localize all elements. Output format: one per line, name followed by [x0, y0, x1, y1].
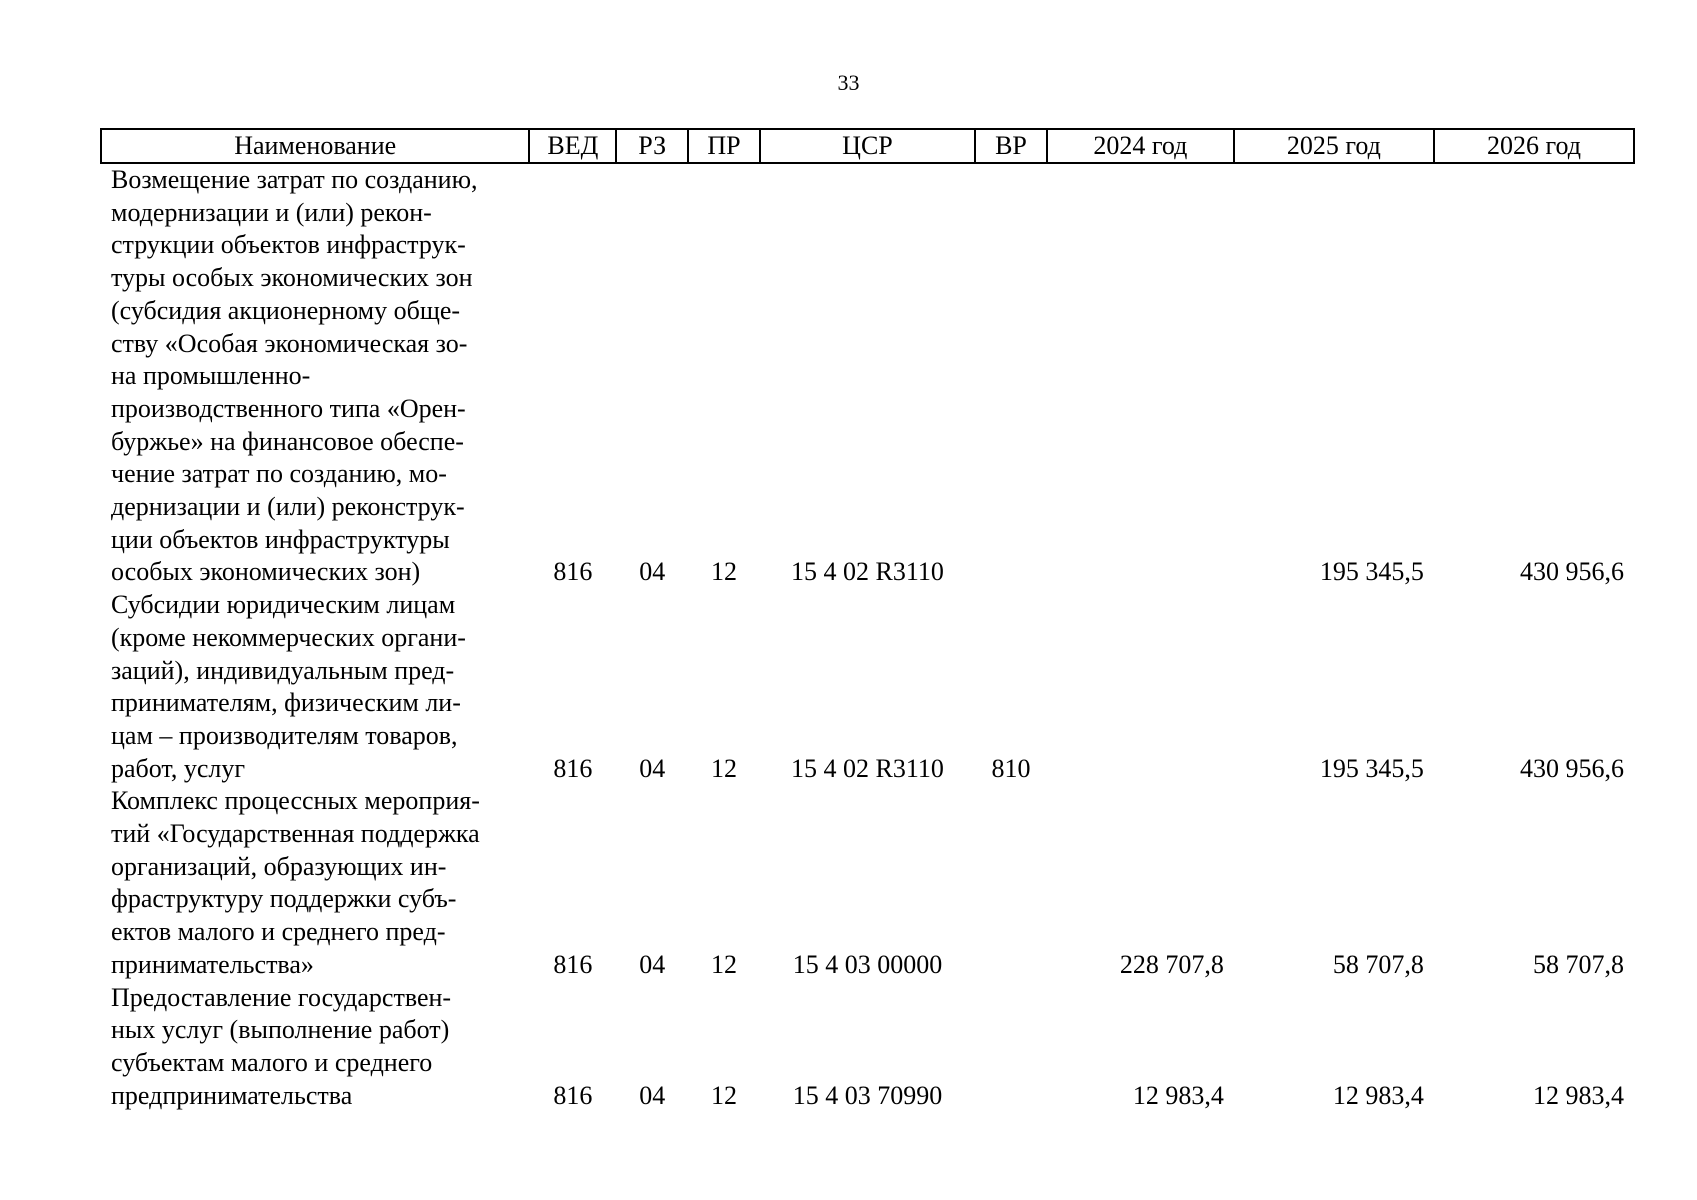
- header-name: Наименование: [101, 129, 529, 163]
- header-csr: ЦСР: [760, 129, 975, 163]
- row-name-line: предпринимательства: [111, 1080, 353, 1110]
- row-name-line: Субсидии юридическим лицам: [111, 590, 456, 620]
- table-header: [101, 129, 1634, 163]
- amount-2025-cell: 195 345,5: [1319, 557, 1424, 587]
- row-name-line: чение затрат по созданию, мо-: [111, 459, 447, 489]
- row-name-line: ству «Особая экономическая зо-: [111, 328, 468, 358]
- pr-cell: 12: [710, 753, 737, 783]
- vr-cell: [975, 163, 1047, 589]
- row-name-line: производственного типа «Орен-: [111, 393, 466, 423]
- row-name-cell: [101, 589, 529, 785]
- row-name-line: (субсидия акционерному обще-: [111, 295, 461, 325]
- row-name-line: заций), индивидуальным пред-: [111, 655, 455, 685]
- row-name-line: принимателям, физическим ли-: [111, 688, 461, 718]
- table-row: [101, 163, 1634, 589]
- row-name-line: (кроме некоммерческих органи-: [111, 622, 466, 652]
- header-ved: ВЕД: [529, 129, 616, 163]
- pr-cell: 12: [710, 949, 737, 979]
- amount-2026-cell: 430 956,6: [1520, 753, 1624, 783]
- amount-2024-cell: [1047, 163, 1234, 589]
- row-name-line: на промышленно-: [111, 361, 311, 391]
- vr-cell: [975, 785, 1047, 981]
- ved-cell: 816: [553, 753, 593, 783]
- row-name-line: Возмещение затрат по созданию,: [111, 165, 478, 194]
- vr-cell: [975, 982, 1047, 1113]
- header-vr: ВР: [975, 129, 1047, 163]
- csr-cell: 15 4 02 R3110: [791, 557, 944, 587]
- csr-cell: 15 4 03 00000: [792, 949, 943, 979]
- header-rz: РЗ: [616, 129, 688, 163]
- header-2025: 2025 год: [1234, 129, 1434, 163]
- row-name-line: работ, услуг: [111, 753, 246, 783]
- row-name-cell: [101, 982, 529, 1113]
- row-name-line: ции объектов инфраструктуры: [111, 524, 450, 554]
- amount-2026-cell: 430 956,6: [1520, 557, 1624, 587]
- header-row: [101, 129, 1634, 163]
- page-number: 33: [837, 70, 860, 95]
- csr-cell: 15 4 02 R3110: [791, 753, 944, 783]
- ved-cell: 816: [553, 1080, 593, 1110]
- amount-2025-cell: 58 707,8: [1332, 949, 1424, 979]
- pr-cell: 12: [710, 1080, 737, 1110]
- table-body: [101, 163, 1634, 1112]
- row-name-line: особых экономических зон): [111, 557, 421, 587]
- row-name-line: туры особых экономических зон: [111, 263, 473, 293]
- rz-cell: 04: [639, 557, 666, 587]
- row-name-line: Предоставление государствен-: [111, 982, 452, 1012]
- table-row: [101, 982, 1634, 1113]
- amount-2025-cell: 12 983,4: [1332, 1080, 1424, 1110]
- rz-cell: 04: [639, 753, 666, 783]
- row-name-line: фраструктуру поддержки субъ-: [111, 884, 457, 914]
- amount-2026-cell: 12 983,4: [1533, 1080, 1624, 1110]
- row-name-cell: [101, 163, 529, 589]
- amount-2024-cell: [1047, 589, 1234, 785]
- row-name-line: субъектам малого и среднего: [111, 1047, 433, 1077]
- ved-cell: 816: [553, 949, 593, 979]
- row-name-line: дернизации и (или) реконструк-: [111, 492, 465, 522]
- header-pr: ПР: [688, 129, 760, 163]
- header-2026: 2026 год: [1434, 129, 1634, 163]
- amount-2025-cell: 195 345,5: [1319, 753, 1424, 783]
- rz-cell: 04: [639, 1080, 666, 1110]
- row-name-line: принимательства»: [111, 949, 314, 979]
- row-name-line: ектов малого и среднего пред-: [111, 917, 446, 947]
- amount-2026-cell: 58 707,8: [1533, 949, 1624, 979]
- row-name-line: буржье» на финансовое обеспе-: [111, 426, 464, 456]
- amount-2024-cell: 228 707,8: [1119, 949, 1224, 979]
- vr-cell: 810: [991, 753, 1031, 783]
- ved-cell: 816: [553, 557, 593, 587]
- row-name-line: цам – производителям товаров,: [111, 720, 458, 750]
- row-name-cell: [101, 785, 529, 981]
- row-name-line: модернизации и (или) рекон-: [111, 197, 432, 227]
- row-name-line: организаций, образующих ин-: [111, 851, 447, 881]
- budget-table: [100, 128, 1635, 1112]
- header-2024: 2024 год: [1047, 129, 1234, 163]
- table-row: [101, 589, 1634, 785]
- table-row: [101, 785, 1634, 981]
- amount-2024-cell: 12 983,4: [1132, 1080, 1224, 1110]
- pr-cell: 12: [710, 557, 737, 587]
- csr-cell: 15 4 03 70990: [792, 1080, 943, 1110]
- row-name-line: тий «Государственная поддержка: [111, 819, 480, 849]
- row-name-line: ных услуг (выполнение работ): [111, 1015, 450, 1045]
- rz-cell: 04: [639, 949, 666, 979]
- row-name-line: струкции объектов инфраструк-: [111, 230, 466, 260]
- row-name-line: Комплекс процессных мероприя-: [111, 786, 480, 816]
